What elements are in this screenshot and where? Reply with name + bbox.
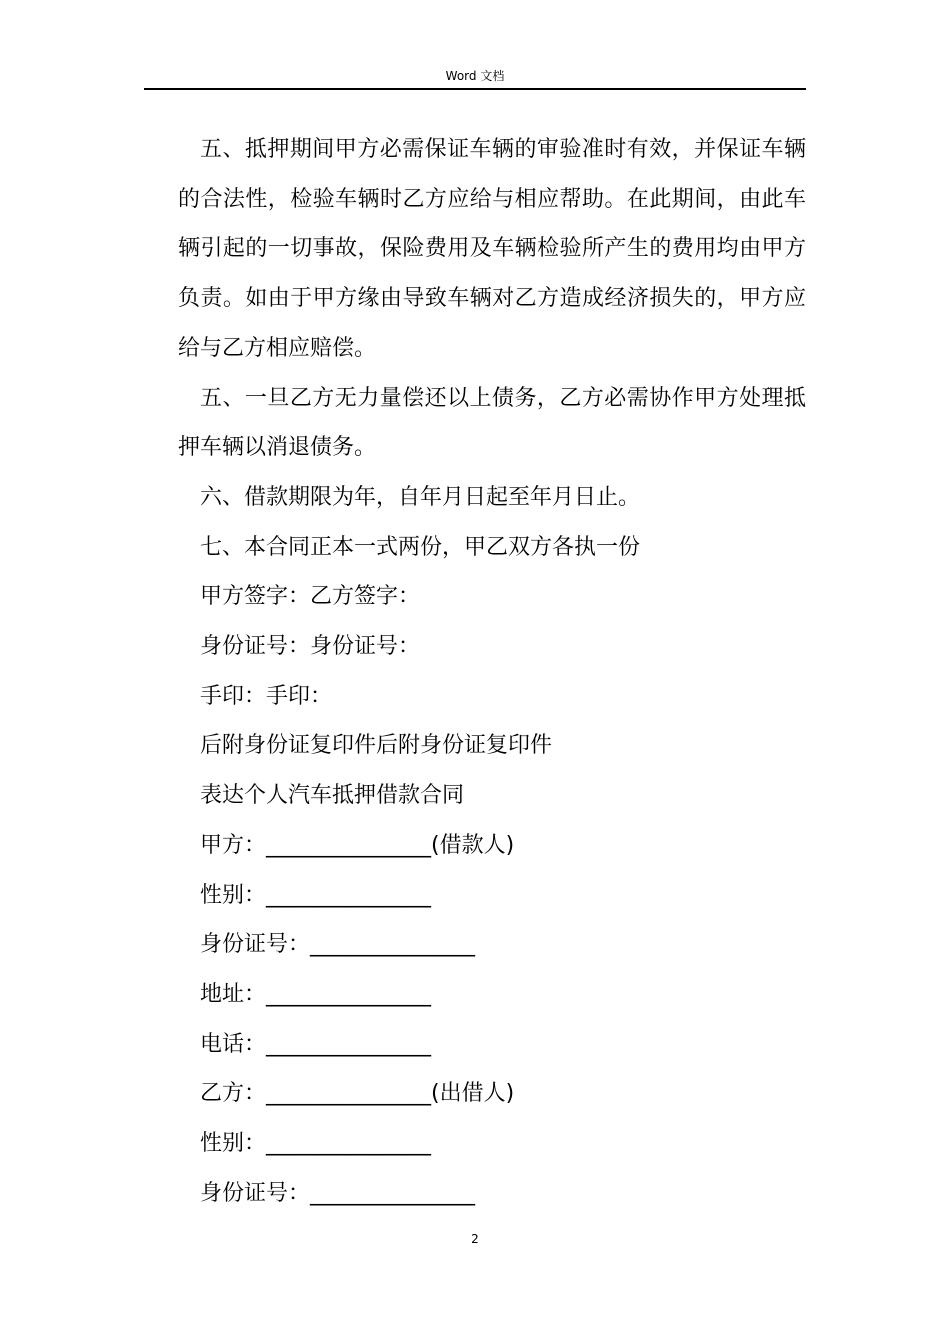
paragraph-id-copies: 后附身份证复印件后附身份证复印件 [200, 733, 553, 759]
paragraph-id-numbers: 身份证号：身份证号： [200, 634, 421, 660]
paragraph-contract-title: 表达个人汽车抵押借款合同 [200, 783, 465, 809]
field-party-a-gender: 性别：_______________ [200, 882, 432, 908]
paragraph-clause-5-vehicle-inspection: 五、抵押期间甲方必需保证车辆的审验准时有效，并保证车辆的合法性，检验车辆时乙方应给与相应帮助。在此期间，由此车辆引起的一切事故，保险费用及车辆检验所产生的费用均由甲方负责。如由于甲方缘由导致车辆对乙方造成经济损失的，甲方应给与乙方相应赔偿。 [178, 137, 806, 361]
page-number [0, 1230, 950, 1248]
paragraph-clause-6-loan-term: 六、借款期限为年，自年月日起至年月日止。 [200, 484, 641, 510]
document-body [178, 125, 806, 1218]
paragraph-signatures: 甲方签字：乙方签字： [200, 584, 421, 610]
field-party-a-id-number: 身份证号：_______________ [200, 932, 476, 958]
page-number-value: 2 [471, 1232, 479, 1246]
paragraph-clause-7-copies: 七、本合同正本一式两份，甲乙双方各执一份 [200, 534, 641, 560]
paragraph-fingerprints: 手印：手印： [200, 683, 333, 709]
field-party-a-phone: 电话：_______________ [200, 1031, 432, 1057]
header-title: Word 文档 [445, 69, 505, 83]
field-party-a-address: 地址：_______________ [200, 981, 432, 1007]
field-party-b-gender: 性别：_______________ [200, 1131, 432, 1157]
paragraph-clause-5-debt-repayment: 五、一旦乙方无力量偿还以上债务，乙方必需协作甲方处理抵押车辆以消退债务。 [178, 385, 806, 461]
page-header [144, 66, 806, 90]
field-party-b: 乙方：_______________(出借人) [200, 1081, 515, 1107]
field-party-a: 甲方：_______________(借款人) [200, 832, 515, 858]
field-party-b-id-number: 身份证号：_______________ [200, 1180, 476, 1206]
